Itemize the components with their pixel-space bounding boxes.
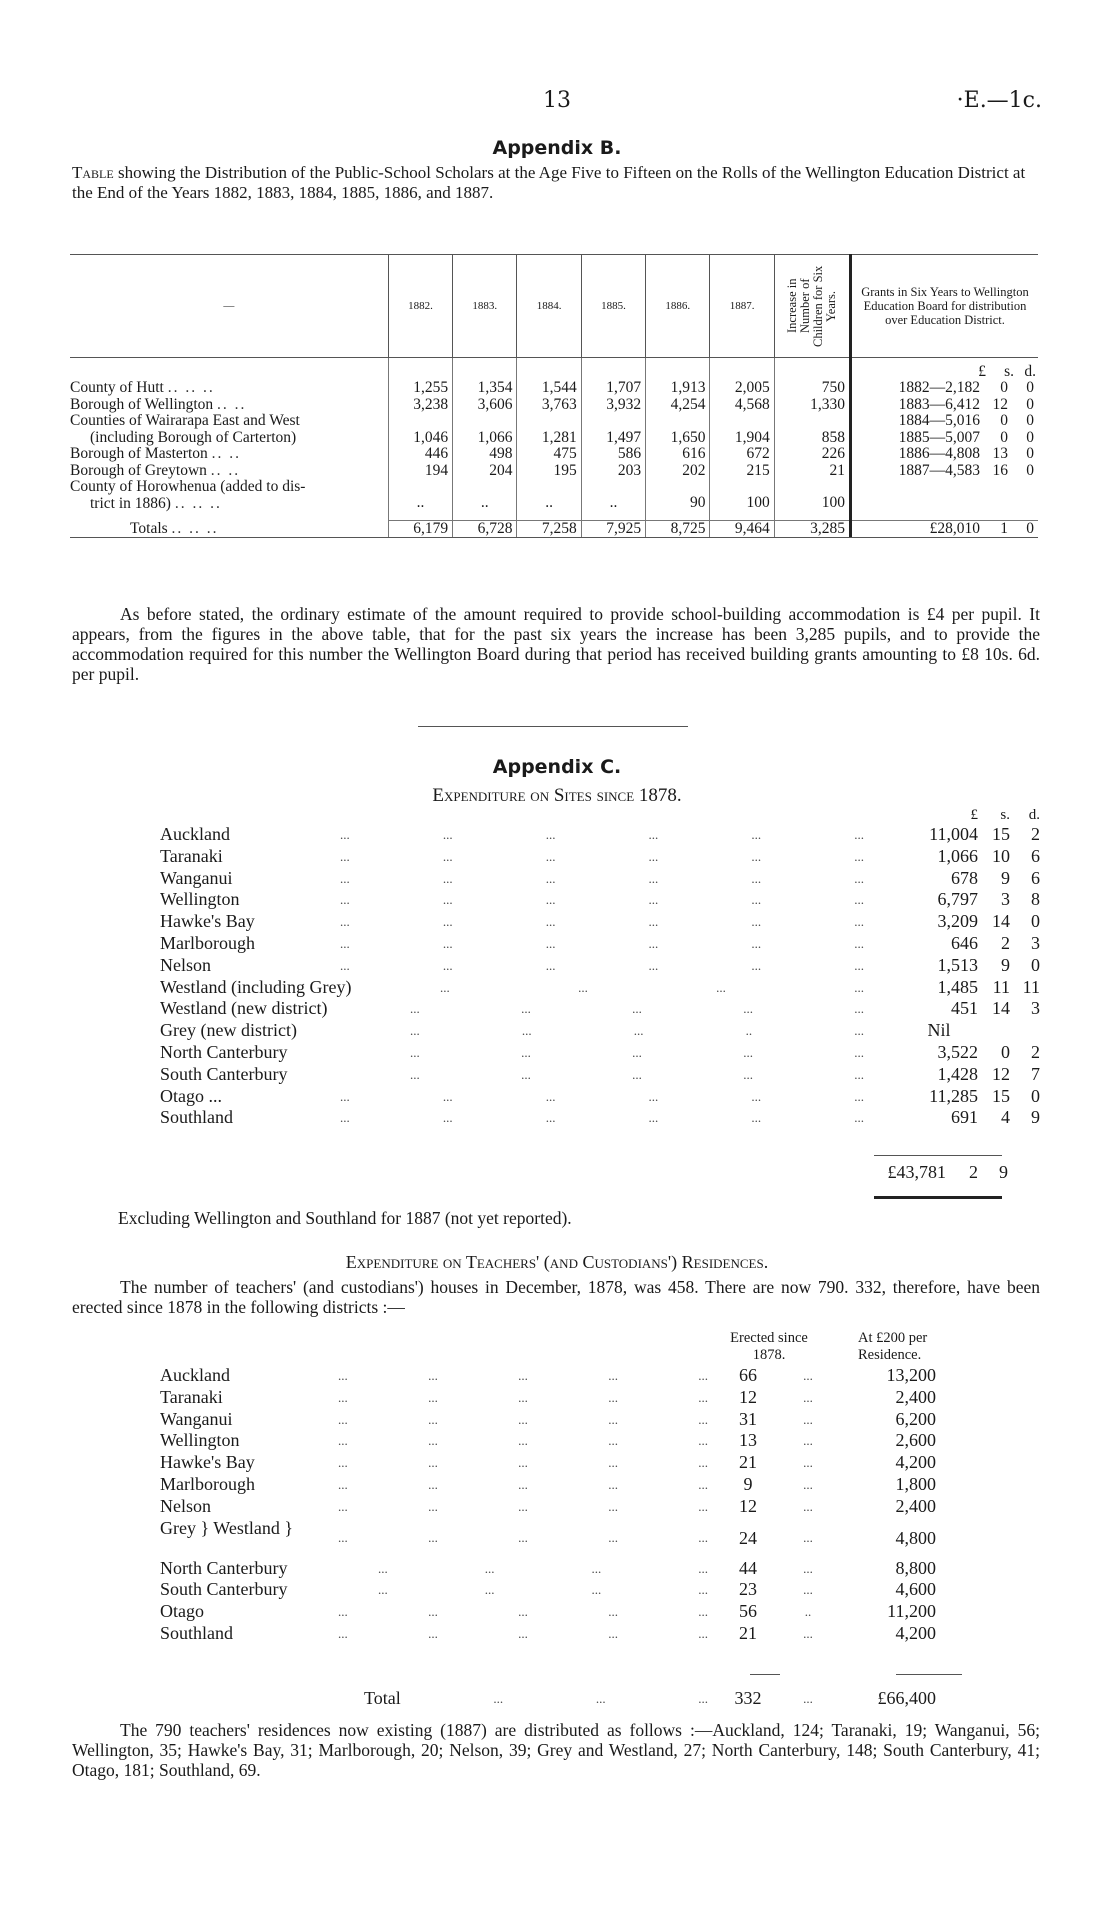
- col-header-1882: 1882.: [388, 255, 452, 358]
- list-item: Nelson ... ... ... ... ... ... 1,513 9 0: [160, 954, 1040, 975]
- scholars-table-container: [70, 254, 1038, 538]
- list-item: Wellington ... ... ... ... ... ... 6,797 3 8: [160, 889, 1040, 910]
- cell: 203: [581, 463, 645, 480]
- cell: 3,932: [581, 397, 645, 414]
- cell: 1,497: [581, 413, 645, 446]
- list-item: Otago ... ... ... ... ... 56 .. 11,200: [160, 1601, 936, 1622]
- list-item: South Canterbury ... ... ... ... ... 1,428 12 7: [160, 1063, 1040, 1084]
- cell: 2,005: [710, 380, 774, 397]
- list-item: Southland ... ... ... ... ... ... 691 4 9: [160, 1107, 1040, 1128]
- cell: 3,606: [453, 397, 517, 414]
- residences-total-row: Total ... ... ... 332 ... £66,400: [364, 1688, 936, 1708]
- cell: 3,238: [388, 397, 452, 414]
- total-cell: 7,258: [517, 520, 581, 537]
- sites-subtitle: Expenditure on Sites since 1878.: [432, 785, 682, 806]
- col-header-1883: 1883.: [453, 255, 517, 358]
- cell: 215: [710, 463, 774, 480]
- appendix-b-title: Appendix B.: [492, 137, 622, 159]
- cell-increase: 100: [774, 479, 850, 520]
- cell: 1,650: [646, 413, 710, 446]
- col-header-1887: 1887.: [710, 255, 774, 358]
- table-row: County of Hutt .. .. .. 1,255 1,354 1,544 1,707 1,913 2,005 750 1882—2,182 0 0: [70, 380, 1038, 397]
- cell: 1,066: [453, 413, 517, 446]
- list-item: Grey } Westland } ... ... ... ... ... 24 ... 4,800: [160, 1517, 936, 1548]
- table-row: Borough of Wellington .. .. 3,238 3,606 3,763 3,932 4,254 4,568 1,330 1883—6,412 12 0: [70, 397, 1038, 414]
- list-item: Taranaki ... ... ... ... ... 12 ... 2,400: [160, 1386, 936, 1407]
- cell: 475: [517, 446, 581, 463]
- list-item: South Canterbury ... ... ... ... 23 ... 4,600: [160, 1579, 936, 1600]
- total-cell: 9,464: [710, 520, 774, 537]
- cell-increase: 226: [774, 446, 850, 463]
- cell: 1,046: [388, 413, 452, 446]
- increase-header-text: Increase in Number of Children for Six Years.: [784, 265, 838, 347]
- list-item: Westland (new district) ... ... ... ... ... 451 14 3: [160, 998, 1040, 1019]
- total-cell: 7,925: [581, 520, 645, 537]
- table-bottom-rule: [70, 537, 1038, 538]
- grant-entry: 1883—6,412 12 0: [850, 397, 1038, 414]
- cell: 195: [517, 463, 581, 480]
- cell: 3,763: [517, 397, 581, 414]
- residences-closing: The 790 teachers' residences now existing (1887) are distributed as follows :—Auckland, 124; Taranaki, 19; Wanganui, 56; Wellington, 35; Hawke's Bay, 31; Marlborough, 20; Nelson, 39; Grey and Westland, 27; North Canterbury, 148; South Canterbury, 41; Otago, 181; Southland, 69.: [72, 1720, 1040, 1780]
- table-row: Borough of Masterton .. .. 446 498 475 586 616 672 226 1886—4,808 13 0: [70, 446, 1038, 463]
- appendix-b-caption: [72, 163, 1040, 203]
- list-item: Otago ... ... ... ... ... ... ... 11,285 15 0: [160, 1085, 1040, 1106]
- cell: 202: [646, 463, 710, 480]
- cell: 1,255: [388, 380, 452, 397]
- list-item: Marlborough ... ... ... ... ... ... 646 2 3: [160, 932, 1040, 953]
- totals-row: Totals .. .. .. 6,179 6,728 7,258 7,925 8,725 9,464 3,285 £28,010 1 0: [70, 520, 1038, 537]
- list-item: Southland ... ... ... ... ... 21 ... 4,200: [160, 1622, 936, 1643]
- col-header-1885: 1885.: [581, 255, 645, 358]
- list-item: Auckland ... ... ... ... ... 66 ... 13,200: [160, 1365, 936, 1385]
- cell: 1,707: [581, 380, 645, 397]
- table-header-row: [70, 255, 1038, 358]
- total-erected: 332: [734, 1688, 762, 1708]
- cell: 90: [646, 479, 710, 520]
- cell-increase: 21: [774, 463, 850, 480]
- cell: 1,904: [710, 413, 774, 446]
- grants-total: £28,010 1 0: [850, 520, 1038, 537]
- grants-units: £ s. d.: [850, 358, 1038, 381]
- section-divider: [418, 726, 688, 727]
- cell: ..: [453, 479, 517, 520]
- table-row: Borough of Greytown .. .. 194 204 195 203 202 215 21 1887—4,583 16 0: [70, 463, 1038, 480]
- total-cell: 6,728: [453, 520, 517, 537]
- cell: 1,354: [453, 380, 517, 397]
- list-item: Hawke's Bay ... ... ... ... ... 21 ... 4,200: [160, 1452, 936, 1473]
- row-label: Counties of Wairarapa East and West: [70, 412, 300, 429]
- amount-total-rule: [896, 1674, 962, 1675]
- cell: 100: [710, 479, 774, 520]
- appendix-c-title: Appendix C.: [492, 756, 622, 778]
- list-item: Wellington ... ... ... ... ... 13 ... 2,600: [160, 1430, 936, 1451]
- cell: 446: [388, 446, 452, 463]
- list-item: North Canterbury ... ... ... ... 44 ... 8,800: [160, 1557, 936, 1578]
- cell-increase: 858: [774, 413, 850, 446]
- residences-intro: The number of teachers' (and custodians') houses in December, 1878, was 458. There are now 790. 332, therefore, have been erected since 1878 in the following districts :—: [72, 1277, 1040, 1317]
- col-header-label: —: [70, 255, 388, 358]
- grant-entry: 1882—2,182 0 0: [850, 380, 1038, 397]
- cell: 204: [453, 463, 517, 480]
- cell: ..: [517, 479, 581, 520]
- sites-note: Excluding Wellington and Southland for 1887 (not yet reported).: [118, 1208, 572, 1228]
- total-rule-double: [874, 1196, 1002, 1199]
- table-row: County of Horowhenua (added to dis- trict in 1886) .. .. .. .. .. .. .. 90 100 100: [70, 479, 1038, 520]
- total-amount: £66,400: [877, 1688, 936, 1708]
- residences-title: Expenditure on Teachers' (and Custodians') Residences.: [345, 1252, 769, 1272]
- total-cell: 6,179: [388, 520, 452, 537]
- list-item: Auckland ... ... ... ... ... ... 11,004 15 2: [160, 824, 1040, 844]
- sites-total: £43,781 2 9: [887, 1162, 1008, 1182]
- col-header-1884: 1884.: [517, 255, 581, 358]
- row-label: Borough of Wellington: [70, 395, 214, 413]
- list-item: North Canterbury ... ... ... ... ... 3,522 0 2: [160, 1041, 1040, 1062]
- total-rule-top: [874, 1155, 1002, 1156]
- table-row: Counties of Wairarapa East and West (including Borough of Carterton) 1,046 1,066 1,281 1,497 1,650 1,904 858 1884—5,016 0 0 1885—5,007 0 0: [70, 413, 1038, 446]
- document-reference: ·E.—1c.: [956, 88, 1042, 113]
- grant-entry: 1887—4,583 16 0: [850, 463, 1038, 480]
- row-label: County of Hutt: [70, 379, 164, 396]
- cell: 1,544: [517, 380, 581, 397]
- cell: 498: [453, 446, 517, 463]
- residences-list: [160, 1365, 1000, 1645]
- cell: 672: [710, 446, 774, 463]
- list-item: Wanganui ... ... ... ... ... 31 ... 6,200: [160, 1408, 936, 1429]
- total-label: Total: [364, 1688, 401, 1708]
- cell-increase: 750: [774, 380, 850, 397]
- list-item: Wanganui ... ... ... ... ... ... 678 9 6: [160, 867, 1040, 888]
- cell: 4,254: [646, 397, 710, 414]
- col-header-erected: Erected since 1878.: [730, 1330, 808, 1363]
- cell: 1,913: [646, 380, 710, 397]
- col-header-grants: Grants in Six Years to Wellington Education Board for distribution over Education District.: [850, 255, 1038, 358]
- cell: 586: [581, 446, 645, 463]
- paragraph-building-estimate: As before stated, the ordinary estimate of the amount required to provide school-building accommodation is £4 per pupil. It appears, from the figures in the above table, that for the past six years the increase has been 3,285 pupils, and to provide the accommodation required for this number the Wellington Board during that period has received building grants amounting to £8 10s. 6d. per pupil.: [72, 604, 1040, 684]
- list-item: Hawke's Bay ... ... ... ... ... ... 3,209 14 0: [160, 911, 1040, 932]
- row-label: County of Horowhenua (added to dis-: [70, 478, 306, 495]
- scholars-distribution-table: [70, 254, 1038, 537]
- row-label: Borough of Greytown: [70, 461, 207, 479]
- sites-expenditure-list: [160, 806, 1040, 1129]
- col-header-amount: At £200 per Residence.: [858, 1330, 928, 1363]
- page-number: 13: [543, 88, 571, 113]
- total-cell: 8,725: [646, 520, 710, 537]
- col-header-1886: 1886.: [646, 255, 710, 358]
- total-cell-increase: 3,285: [774, 520, 850, 537]
- caption-text: showing the Distribution of the Public-School Scholars at the Age Five to Fifteen on the Rolls of the Wellington Education District at the End of the Years 1882, 1883, 1884, 1885, 1886, and 1887.: [72, 163, 1026, 202]
- cell: ..: [388, 479, 452, 520]
- cell: 616: [646, 446, 710, 463]
- cell: 4,568: [710, 397, 774, 414]
- totals-label: Totals: [130, 519, 168, 537]
- cell: 1,281: [517, 413, 581, 446]
- cell-increase: 1,330: [774, 397, 850, 414]
- cell: 194: [388, 463, 452, 480]
- list-item: Taranaki ... ... ... ... ... ... 1,066 10 6: [160, 845, 1040, 866]
- cell: ..: [581, 479, 645, 520]
- erected-total-rule: [750, 1674, 780, 1675]
- row-label: Borough of Masterton: [70, 445, 208, 462]
- list-item: Marlborough ... ... ... ... ... 9 ... 1,800: [160, 1473, 936, 1494]
- units-row: £ s. d.: [970, 807, 1040, 823]
- caption-lead: Table: [72, 163, 114, 182]
- grant-entry: 1886—4,808 13 0: [850, 446, 1038, 463]
- col-header-increase: [774, 255, 850, 358]
- spacer-row: [70, 358, 1038, 381]
- list-item: Grey (new district) ... ... ... .. ... Nil: [160, 1020, 951, 1041]
- list-item: Westland (including Grey) ... ... ... ... 1,485 11 11: [160, 976, 1040, 997]
- grant-entry: 1884—5,016 0 0 1885—5,007 0 0: [850, 413, 1038, 446]
- list-item: Nelson ... ... ... ... ... 12 ... 2,400: [160, 1495, 936, 1516]
